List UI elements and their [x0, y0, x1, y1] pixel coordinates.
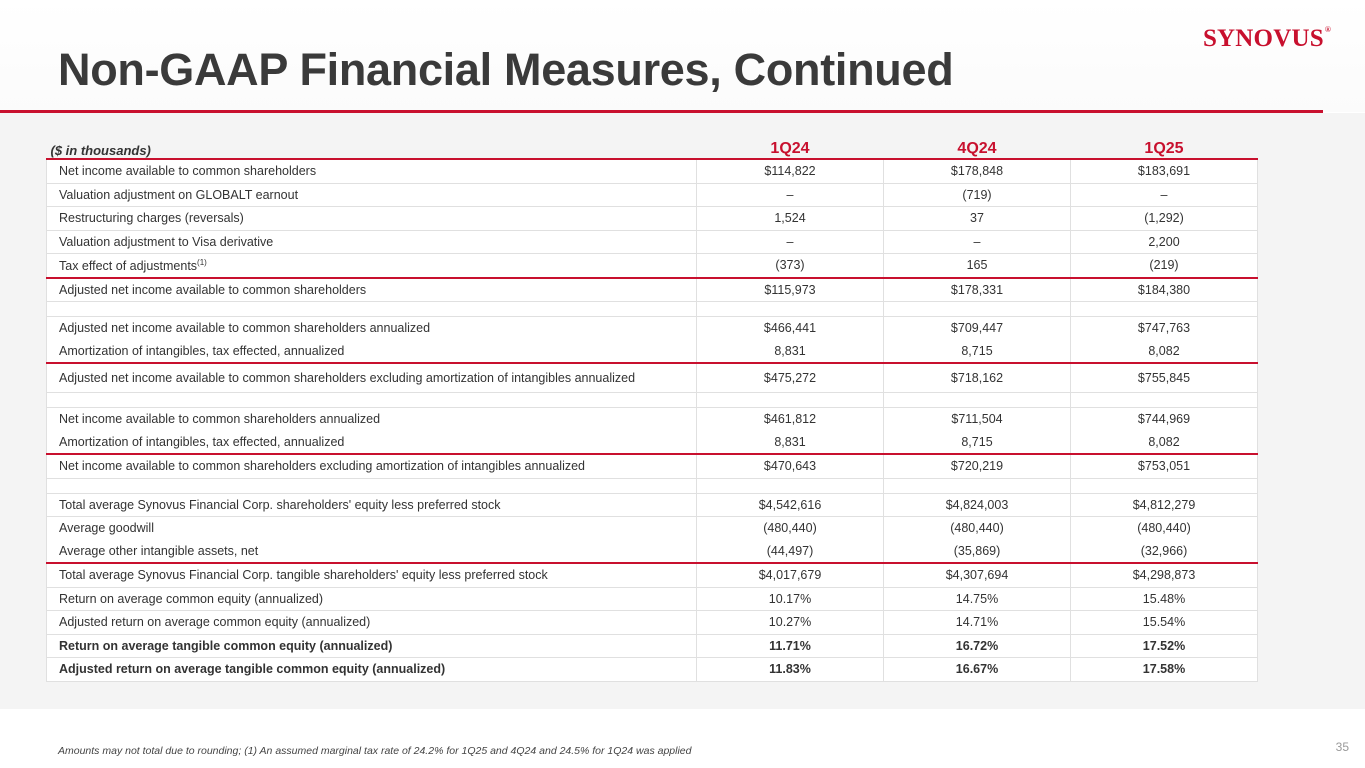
non-gaap-table — [46, 134, 1258, 682]
row-label: Net income available to common shareholders — [47, 159, 697, 183]
table-row — [47, 563, 1258, 587]
row-label: Average other intangible assets, net — [47, 540, 697, 564]
logo-text: SYNOVUS — [1202, 25, 1324, 52]
cell-value: $711,504 — [884, 408, 1071, 431]
cell-value: $178,848 — [884, 159, 1071, 183]
column-header: 1Q24 — [770, 140, 810, 157]
row-label: Restructuring charges (reversals) — [47, 207, 697, 231]
page-number: 35 — [1335, 740, 1349, 754]
row-label: Adjusted net income available to common shareholders excluding amortization of intangibles annualized — [47, 363, 697, 393]
cell-value: 17.58% — [1071, 658, 1258, 682]
cell-value: $4,017,679 — [697, 563, 884, 587]
column-header: 1Q25 — [1144, 140, 1184, 157]
table-row — [47, 587, 1258, 611]
cell-value: 15.48% — [1071, 587, 1258, 611]
table-row — [47, 658, 1258, 682]
cell-value: 8,715 — [884, 431, 1071, 455]
financial-table-container — [46, 134, 1242, 682]
row-label: Adjusted return on average common equity (annualized) — [47, 611, 697, 635]
cell-value: 8,831 — [697, 431, 884, 455]
cell-value: – — [884, 230, 1071, 254]
cell-value: 8,082 — [1071, 431, 1258, 455]
row-label: Total average Synovus Financial Corp. tangible shareholders' equity less preferred stock — [47, 563, 697, 587]
table-row — [47, 517, 1258, 540]
cell-value: 11.71% — [697, 634, 884, 658]
table-row — [47, 159, 1258, 183]
row-label: Tax effect of adjustments — [59, 258, 198, 273]
spacer-row — [47, 393, 1258, 408]
table-row — [47, 254, 1258, 278]
cell-value: (35,869) — [884, 540, 1071, 564]
table-header-row — [47, 134, 1258, 159]
cell-value: 1,524 — [697, 207, 884, 231]
cell-value: – — [697, 230, 884, 254]
footnote-marker: (1) — [197, 257, 207, 267]
cell-value: $753,051 — [1071, 454, 1258, 478]
footnote: Amounts may not total due to rounding; (1) An assumed marginal tax rate of 24.2% for 1Q25 and 4Q24 and 24.5% for 1Q24 was applied — [58, 745, 692, 757]
cell-value: (1,292) — [1071, 207, 1258, 231]
table-row — [47, 278, 1258, 302]
cell-value: 10.27% — [697, 611, 884, 635]
row-label: Total average Synovus Financial Corp. shareholders' equity less preferred stock — [47, 493, 697, 517]
cell-value: 165 — [884, 254, 1071, 278]
cell-value: 14.75% — [884, 587, 1071, 611]
cell-value: 8,715 — [884, 340, 1071, 364]
cell-value: $4,824,003 — [884, 493, 1071, 517]
table-row — [47, 207, 1258, 231]
cell-value: $178,331 — [884, 278, 1071, 302]
cell-value: 16.72% — [884, 634, 1071, 658]
cell-value: $755,845 — [1071, 363, 1258, 393]
cell-value: $720,219 — [884, 454, 1071, 478]
cell-value: $183,691 — [1071, 159, 1258, 183]
row-label: Adjusted net income available to common shareholders — [47, 278, 697, 302]
spacer-row — [47, 478, 1258, 493]
table-row — [47, 454, 1258, 478]
cell-value: $114,822 — [697, 159, 884, 183]
row-label: Net income available to common shareholders annualized — [47, 408, 697, 431]
cell-value: $744,969 — [1071, 408, 1258, 431]
registered-mark: ® — [1324, 25, 1331, 34]
spacer-row — [47, 302, 1258, 317]
row-label: Adjusted return on average tangible common equity (annualized) — [47, 658, 697, 682]
row-label: Net income available to common shareholders excluding amortization of intangibles annualized — [47, 454, 697, 478]
cell-value: $4,812,279 — [1071, 493, 1258, 517]
cell-value: $747,763 — [1071, 317, 1258, 340]
table-row — [47, 634, 1258, 658]
cell-value: – — [697, 183, 884, 207]
cell-value: 8,082 — [1071, 340, 1258, 364]
cell-value: 14.71% — [884, 611, 1071, 635]
cell-value: $115,973 — [697, 278, 884, 302]
row-label: Amortization of intangibles, tax effected, annualized — [47, 431, 697, 455]
cell-value: $461,812 — [697, 408, 884, 431]
cell-value: (480,440) — [884, 517, 1071, 540]
cell-value: 2,200 — [1071, 230, 1258, 254]
cell-value: (373) — [697, 254, 884, 278]
cell-value: $709,447 — [884, 317, 1071, 340]
cell-value: (219) — [1071, 254, 1258, 278]
table-row — [47, 340, 1258, 364]
table-row — [47, 540, 1258, 564]
column-header: 4Q24 — [957, 140, 997, 157]
row-label: Valuation adjustment to Visa derivative — [47, 230, 697, 254]
cell-value: $470,643 — [697, 454, 884, 478]
cell-value: 8,831 — [697, 340, 884, 364]
row-label-cell — [47, 254, 697, 278]
cell-value: 37 — [884, 207, 1071, 231]
page-title: Non-GAAP Financial Measures, Continued — [58, 44, 954, 95]
cell-value: $184,380 — [1071, 278, 1258, 302]
cell-value: – — [1071, 183, 1258, 207]
cell-value: $466,441 — [697, 317, 884, 340]
cell-value: (480,440) — [697, 517, 884, 540]
row-label: Average goodwill — [47, 517, 697, 540]
table-row — [47, 363, 1258, 393]
unit-label: ($ in thousands) — [50, 143, 151, 158]
cell-value: $4,307,694 — [884, 563, 1071, 587]
table-row — [47, 611, 1258, 635]
table-row — [47, 230, 1258, 254]
cell-value: 15.54% — [1071, 611, 1258, 635]
cell-value: (44,497) — [697, 540, 884, 564]
row-label: Return on average tangible common equity (annualized) — [47, 634, 697, 658]
cell-value: 11.83% — [697, 658, 884, 682]
cell-value: (480,440) — [1071, 517, 1258, 540]
table-row — [47, 408, 1258, 431]
table-row — [47, 183, 1258, 207]
row-label: Amortization of intangibles, tax effected, annualized — [47, 340, 697, 364]
cell-value: 17.52% — [1071, 634, 1258, 658]
table-row — [47, 493, 1258, 517]
row-label: Return on average common equity (annualized) — [47, 587, 697, 611]
row-label: Valuation adjustment on GLOBALT earnout — [47, 183, 697, 207]
table-row — [47, 317, 1258, 340]
cell-value: $475,272 — [697, 363, 884, 393]
row-label: Adjusted net income available to common shareholders annualized — [47, 317, 697, 340]
cell-value: $718,162 — [884, 363, 1071, 393]
cell-value: 16.67% — [884, 658, 1071, 682]
cell-value: 10.17% — [697, 587, 884, 611]
cell-value: (719) — [884, 183, 1071, 207]
cell-value: $4,298,873 — [1071, 563, 1258, 587]
cell-value: (32,966) — [1071, 540, 1258, 564]
cell-value: $4,542,616 — [697, 493, 884, 517]
synovus-logo — [1203, 25, 1331, 53]
table-row — [47, 431, 1258, 455]
